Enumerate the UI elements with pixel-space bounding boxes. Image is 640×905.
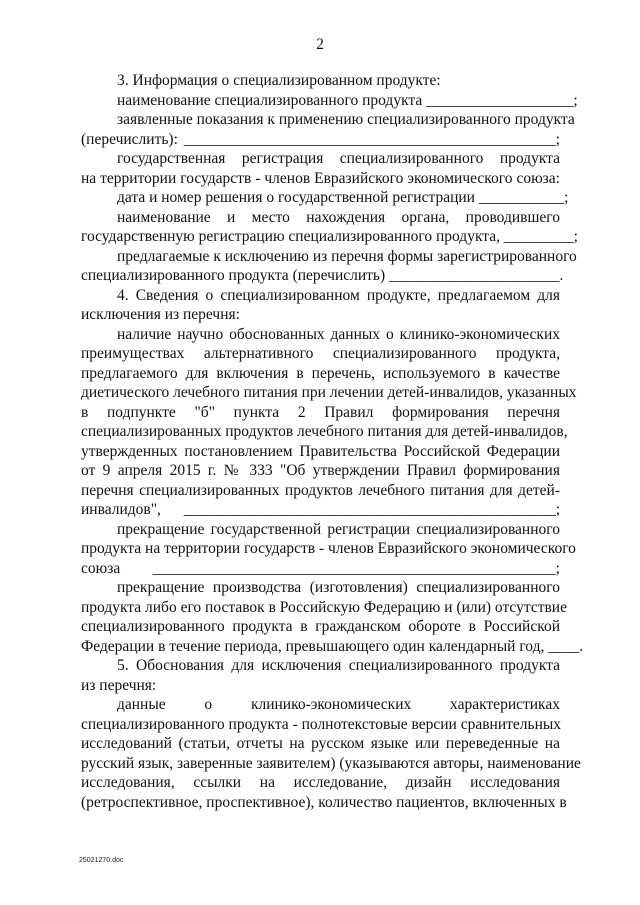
text-line: специализированного продукта - полнотекстовые версии сравнительных (81, 715, 562, 733)
text-line: прекращение государственной регистрации специализированного (117, 520, 560, 538)
text-line: дата и номер решения о государственной регистрации ___________; (117, 189, 569, 206)
text-line: наличие научно обоснованных данных о клинико-экономических (117, 325, 560, 343)
file-name-footer: 25021270.doc (79, 857, 124, 864)
text-line: инвалидов", ________________________________________________; (81, 501, 560, 518)
text-line: из перечня: (81, 676, 157, 694)
text-line: исследований (статьи, отчеты на русском языке или переведенные на (81, 735, 560, 752)
text-line: (перечислить): ________________________________________________; (81, 130, 560, 148)
text-line: союза ____________________________________________________; (81, 559, 560, 577)
text-line: продукта на территории государств - членов Евразийского экономического (81, 540, 576, 557)
text-line: заявленные показания к применению специализированного продукта (117, 111, 575, 128)
text-line: диетического лечебного питания при лечении детей-инвалидов, указанных (81, 384, 577, 401)
text-line: специализированного продукта в гражданском обороте в Российской (81, 618, 560, 635)
text-line: на территории государств - членов Евразийского экономического союза: (81, 169, 560, 187)
page-number: 2 (316, 36, 324, 53)
text-line: данные о клинико-экономических характеристиках (117, 696, 560, 713)
text-line: 4. Сведения о специализированном продукте, предлагаемом для (117, 286, 560, 304)
document-body (81, 71, 584, 812)
text-line: специализированных продуктов лечебного питания для детей-инвалидов, (81, 423, 568, 440)
text-line: государственную регистрацию специализированного продукта, _________; (81, 228, 578, 245)
text-line: наименование и место нахождения органа, проводившего (117, 208, 560, 226)
text-line: от 9 апреля 2015 г. № 333 "Об утверждении Правил формирования (81, 462, 560, 479)
text-line: прекращение производства (изготовления) специализированного (117, 579, 560, 596)
text-line: исследования, ссылки на исследование, дизайн исследования (81, 774, 560, 791)
text-line: предлагаемые к исключению из перечня формы зарегистрированного (117, 247, 577, 265)
text-line: Федерации в течение периода, превышающего один календарный год, ____. (81, 637, 584, 655)
text-line: утвержденных постановлением Правительства Российской Федерации (81, 442, 560, 460)
text-line: государственная регистрация специализированного продукта (117, 150, 560, 167)
text-line: специализированного продукта (перечислить) ______________________. (81, 267, 564, 284)
text-line: перечня специализированных продуктов лечебного питания для детей- (81, 481, 560, 499)
text-line: в подпункте "б" пункта 2 Правил формирования перечня (81, 403, 560, 421)
text-line: (ретроспективное, проспективное), количество пациентов, включенных в (81, 793, 567, 811)
text-line: продукта либо его поставок в Российскую Федерацию и (или) отсутствие (81, 598, 567, 616)
text-line: 3. Информация о специализированном продукте: (117, 72, 441, 89)
text-line: русский язык, заверенные заявителем) (указываются авторы, наименование (81, 754, 581, 772)
text-line: наименование специализированного продукта ___________________; (117, 91, 578, 109)
text-line: 5. Обоснования для исключения специализированного продукта (117, 657, 560, 674)
text-line: исключения из перечня: (81, 306, 240, 323)
text-line: предлагаемого для включения в перечень, используемого в качестве (81, 364, 560, 382)
text-line: преимуществах альтернативного специализированного продукта, (81, 345, 560, 362)
